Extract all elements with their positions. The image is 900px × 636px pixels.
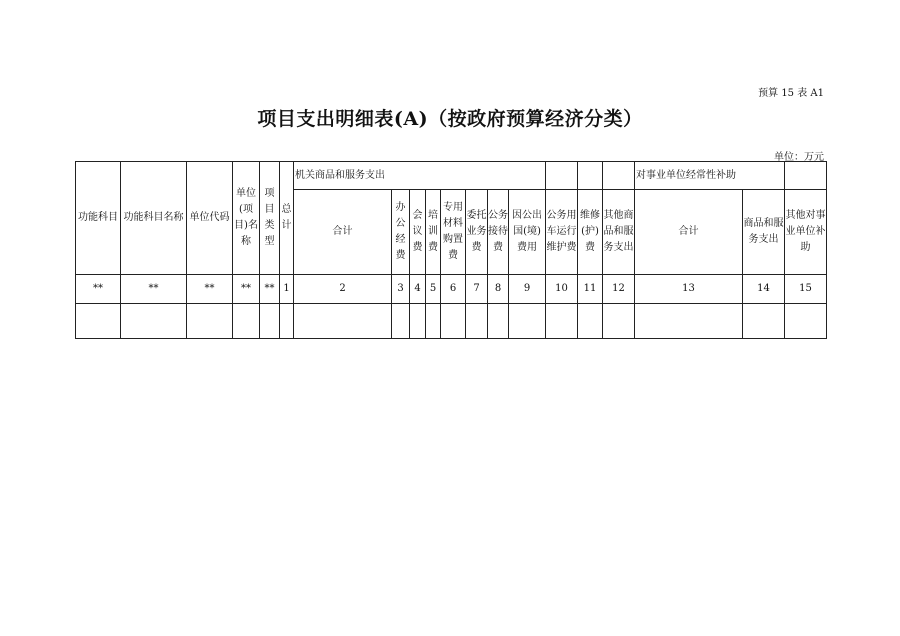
header-training: 培训费: [426, 190, 441, 275]
header-office: 办公经费: [392, 190, 410, 275]
header-total: 总计: [280, 162, 294, 275]
index-cell: 8: [488, 275, 509, 304]
index-cell: 7: [466, 275, 488, 304]
index-cell: 2: [294, 275, 392, 304]
data-cell: [546, 304, 578, 339]
index-cell: 11: [578, 275, 603, 304]
index-cell: **: [187, 275, 233, 304]
header-group-empty-1: [546, 162, 578, 190]
index-cell: 5: [426, 275, 441, 304]
table-reference-label: 预算 15 表 A1: [758, 88, 824, 99]
budget-table: [75, 161, 827, 339]
header-group-subsidy: 对事业单位经常性补助: [635, 162, 785, 190]
index-cell: 9: [509, 275, 546, 304]
header-meeting: 会议费: [410, 190, 426, 275]
data-cell: [785, 304, 827, 339]
index-cell: 3: [392, 275, 410, 304]
data-cell: [635, 304, 743, 339]
index-cell: **: [121, 275, 187, 304]
index-cell: 13: [635, 275, 743, 304]
index-cell: **: [233, 275, 260, 304]
index-cell: **: [76, 275, 121, 304]
header-maintenance: 维修(护)费: [578, 190, 603, 275]
data-cell: [260, 304, 280, 339]
index-cell: 1: [280, 275, 294, 304]
header-subtotal-a: 合计: [294, 190, 392, 275]
data-cell: [233, 304, 260, 339]
header-project-type: 项目类型: [260, 162, 280, 275]
data-cell: [441, 304, 466, 339]
data-cell: [294, 304, 392, 339]
data-cell: [743, 304, 785, 339]
data-cell: [426, 304, 441, 339]
data-cell: [280, 304, 294, 339]
data-cell: [410, 304, 426, 339]
data-cell: [392, 304, 410, 339]
data-cell: [488, 304, 509, 339]
data-cell: [76, 304, 121, 339]
data-cell: [603, 304, 635, 339]
header-commissioned: 委托业务费: [466, 190, 488, 275]
header-func-code: 功能科目: [76, 162, 121, 275]
header-overseas: 因公出国(境)费用: [509, 190, 546, 275]
index-cell: 12: [603, 275, 635, 304]
data-cell: [578, 304, 603, 339]
header-vehicle: 公务用车运行维护费: [546, 190, 578, 275]
index-cell: 15: [785, 275, 827, 304]
header-special-materials: 专用材料购置费: [441, 190, 466, 275]
index-cell: 14: [743, 275, 785, 304]
header-group-empty-2: [578, 162, 603, 190]
data-cell: [466, 304, 488, 339]
data-cell: [509, 304, 546, 339]
header-goods-services: 商品和服务支出: [743, 190, 785, 275]
header-group-org-goods: 机关商品和服务支出: [294, 162, 546, 190]
header-subtotal-b: 合计: [635, 190, 743, 275]
header-unit-project-name: 单位(项目)名称: [233, 162, 260, 275]
index-cell: 4: [410, 275, 426, 304]
header-func-name: 功能科目名称: [121, 162, 187, 275]
page-title: 项目支出明细表(A)（按政府预算经济分类）: [257, 108, 643, 130]
index-cell: 10: [546, 275, 578, 304]
data-cell: [121, 304, 187, 339]
unit-label: 单位：万元: [774, 152, 824, 163]
header-other-goods: 其他商品和服务支出: [603, 190, 635, 275]
data-cell: [187, 304, 233, 339]
header-other-subsidy: 其他对事业单位补助: [785, 190, 827, 275]
table-row: [76, 304, 827, 339]
header-unit-code: 单位代码: [187, 162, 233, 275]
header-group-empty-4: [785, 162, 827, 190]
index-cell: **: [260, 275, 280, 304]
header-reception: 公务接待费: [488, 190, 509, 275]
index-cell: 6: [441, 275, 466, 304]
header-group-empty-3: [603, 162, 635, 190]
